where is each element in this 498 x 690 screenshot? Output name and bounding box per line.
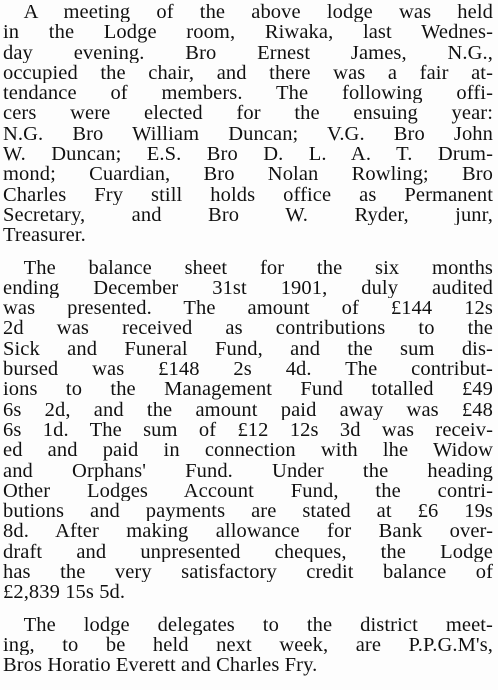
text-line: in the Lodge room, Riwaka, last Wednes- — [3, 22, 493, 43]
paragraph-delegates — [3, 615, 493, 676]
text-line: Bros Horatio Everett and Charles Fry. — [3, 655, 318, 676]
text-line: 6s 1d. The sum of £12 12s 3d was receiv- — [3, 419, 493, 441]
text-line: The balance sheet for the six months — [3, 257, 493, 278]
text-line: tendance of members. The following offi- — [3, 83, 493, 104]
article-column — [3, 2, 493, 676]
text-line: bursed was £148 2s 4d. The contribut- — [3, 359, 493, 380]
text-line: 2d was received as contributions to the — [3, 318, 493, 339]
text-line: 6s 2d, and the amount paid away was £48 — [3, 399, 493, 420]
text-line: Treasurer. — [3, 225, 86, 246]
text-line: mond; Cuardian, Bro Nolan Rowling; Bro — [3, 164, 493, 185]
text-line: occupied the chair, and there was a fair at- — [3, 62, 493, 84]
text-line: The lodge delegates to the district meet- — [3, 614, 493, 635]
text-line: ed and paid in connection with lhe Widow — [3, 440, 493, 461]
text-line: draft and unpresented cheques, the Lodge — [3, 541, 493, 563]
text-line: cers were elected for the ensuing year: — [3, 103, 493, 124]
text-line: ions to the Management Fund totalled £49 — [3, 379, 493, 400]
text-line: A meeting of the above lodge was held — [3, 2, 493, 23]
text-line: N.G. Bro William Duncan; V.G. Bro John — [3, 123, 493, 145]
text-line: £2,839 15s 5d. — [3, 582, 126, 603]
paragraph-lodge-elections — [3, 2, 493, 246]
text-line: ing, to be held next week, are P.P.G.M's, — [3, 634, 493, 656]
text-line: Sick and Funeral Fund, and the sum dis- — [3, 338, 493, 360]
text-line: Secretary, and Bro W. Ryder, junr, — [3, 204, 493, 226]
text-line: Other Lodges Account Fund, the contri- — [3, 480, 493, 502]
text-line: day evening. Bro Ernest James, N.G., — [3, 42, 493, 63]
text-line: W. Duncan; E.S. Bro D. L. A. T. Drum- — [3, 144, 493, 165]
text-line: has the very satisfactory credit balance of — [3, 562, 493, 583]
text-line: butions and payments are stated at £6 19s — [3, 501, 493, 522]
text-line: was presented. The amount of £144 12s — [3, 298, 493, 319]
text-line: and Orphans' Fund. Under the heading — [3, 460, 493, 481]
paragraph-balance-sheet — [3, 258, 493, 603]
text-line: 8d. After making allowance for Bank over- — [3, 521, 493, 542]
text-line: Charles Fry still holds office as Permanent — [3, 184, 493, 205]
text-line: ending December 31st 1901, duly audited — [3, 277, 493, 299]
